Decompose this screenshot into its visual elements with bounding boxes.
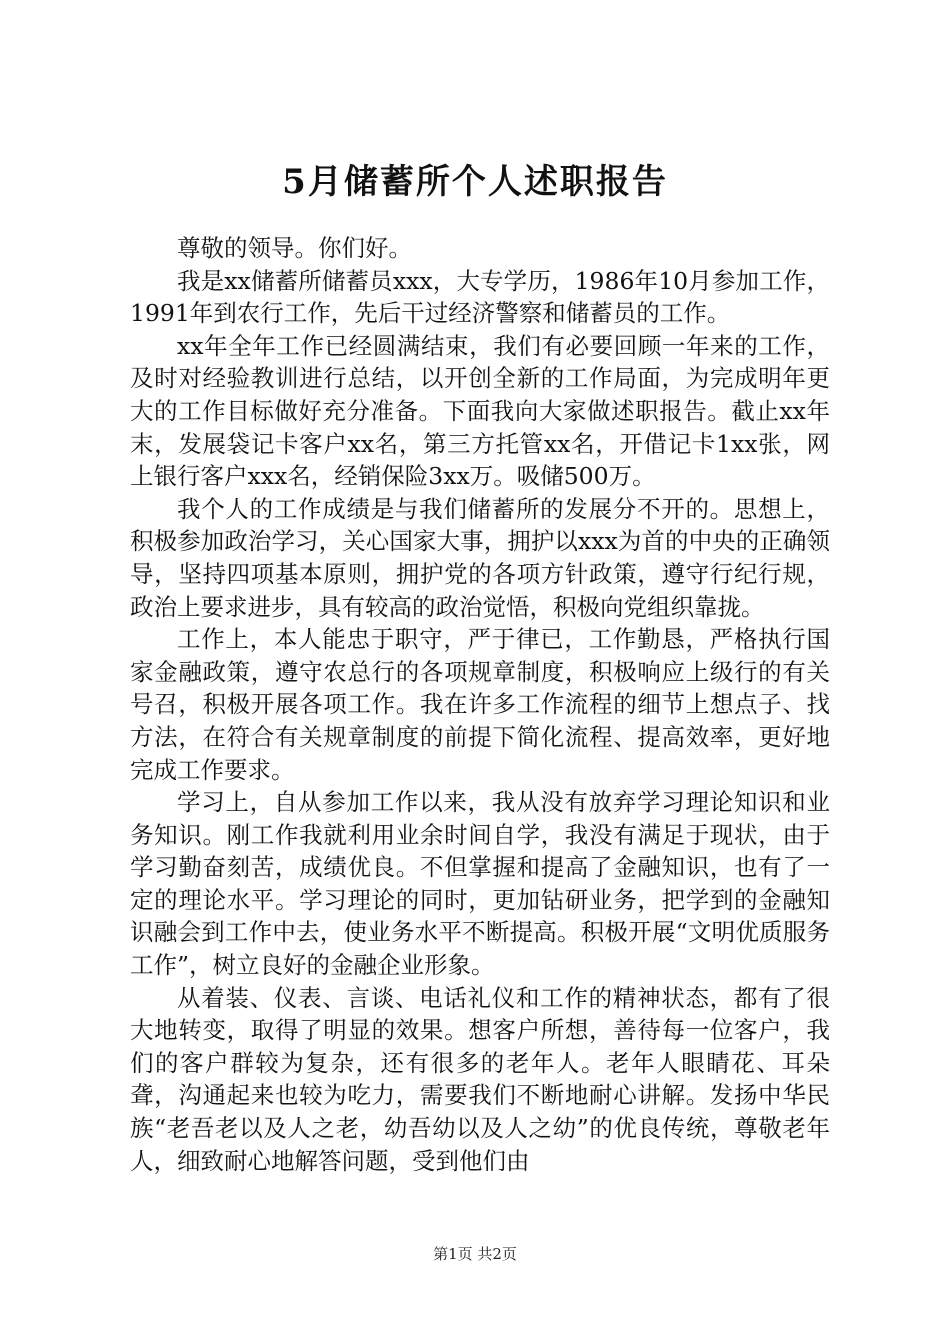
document-body (130, 232, 830, 1177)
paragraph-introduction: 我是xx储蓄所储蓄员xxx，大专学历，1986年10月参加工作，1991年到农行工作，先后干过经济警察和储蓄员的工作。 (130, 266, 830, 328)
paragraph-annual-summary: xx年全年工作已经圆满结束，我们有必要回顾一年来的工作，及时对经验教训进行总结，以开创全新的工作局面，为完成明年更大的工作目标做好充分准备。下面我向大家做述职报告。截止xx年末，发展袋记卡客户xx名，第三方托管xx名，开借记卡1xx张，网上银行客户xxx名，经销保险3xx万。吸储500万。 (130, 331, 830, 491)
paragraph-study: 学习上，自从参加工作以来，我从没有放弃学习理论知识和业务知识。刚工作我就利用业余时间自学，我没有满足于现状，由于学习勤奋刻苦，成绩优良。不但掌握和提高了金融知识，也有了一定的理论水平。学习理论的同时，更加钻研业务，把学到的金融知识融会到工作中去，使业务水平不断提高。积极开展“文明优质服务工作”，树立良好的金融企业形象。 (130, 788, 830, 980)
document-title: 5月储蓄所个人述职报告 (282, 162, 668, 202)
paragraph-service: 从着装、仪表、言谈、电话礼仪和工作的精神状态，都有了很大地转变，取得了明显的效果。想客户所想，善待每一位客户，我们的客户群较为复杂，还有很多的老年人。老年人眼睛花、耳朵聋，沟通起来也较为吃力，需要我们不断地耐心讲解。发扬中华民族“老吾老以及人之老，幼吾幼以及人之幼”的优良传统，尊敬老年人，细致耐心地解答问题，受到他们由 (130, 983, 830, 1175)
paragraph-greeting: 尊敬的领导。你们好。 (177, 234, 412, 262)
paragraph-ideology: 我个人的工作成绩是与我们储蓄所的发展分不开的。思想上，积极参加政治学习，关心国家大事，拥护以xxx为首的中央的正确领导，坚持四项基本原则，拥护党的各项方针政策，遵守行纪行规，政治上要求进步，具有较高的政治觉悟，积极向党组织靠拢。 (130, 494, 830, 621)
page-footer: 第1页 共2页 (433, 1245, 517, 1263)
paragraph-work: 工作上，本人能忠于职守，严于律已，工作勤恳，严格执行国家金融政策，遵守农总行的各项规章制度，积极响应上级行的有关号召，积极开展各项工作。我在许多工作流程的细节上想点子、找方法，在符合有关规章制度的前提下简化流程、提高效率，更好地完成工作要求。 (130, 625, 830, 784)
